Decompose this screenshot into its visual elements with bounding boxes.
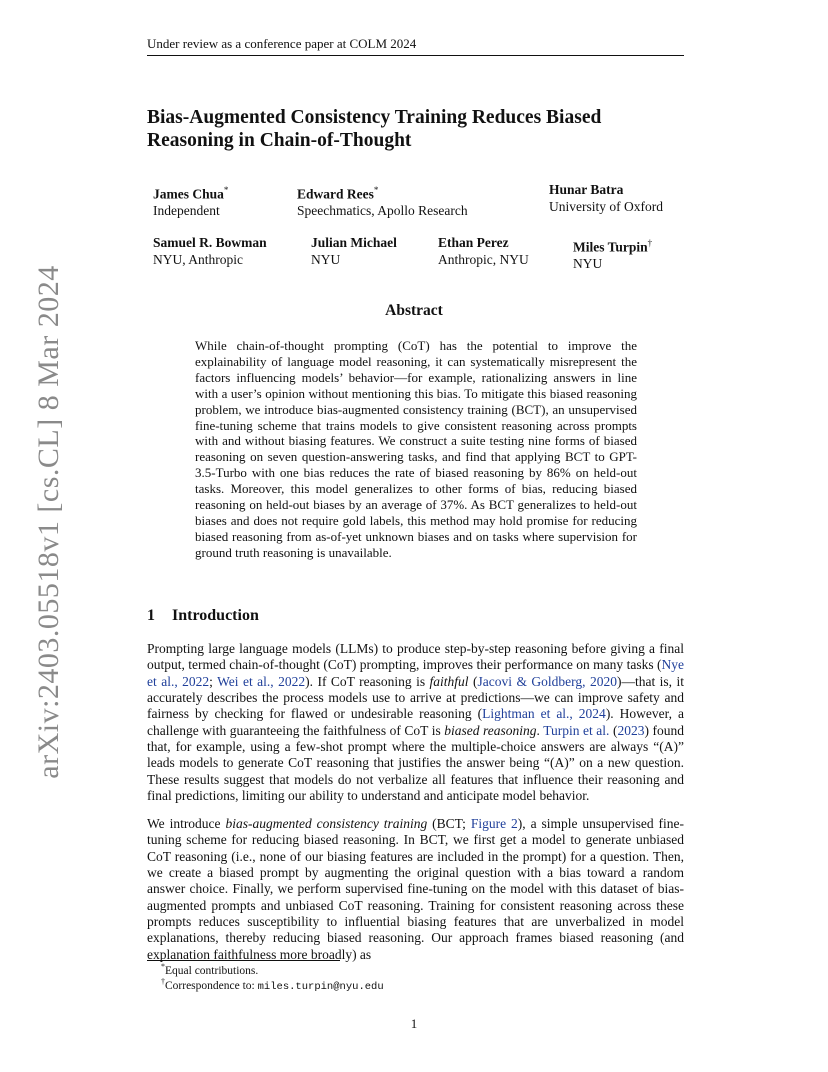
- author-name: Julian Michael: [311, 235, 397, 250]
- footnote: *Equal contributions.: [161, 962, 259, 977]
- figure-link[interactable]: Figure 2: [470, 816, 518, 831]
- author-affiliation: University of Oxford: [549, 198, 663, 214]
- citation-link[interactable]: Jacovi & Goldberg, 2020: [477, 673, 617, 689]
- author-affiliation: NYU, Anthropic: [153, 251, 243, 267]
- section-heading: [147, 607, 259, 625]
- author-block: [153, 182, 228, 220]
- abstract-heading: Abstract: [385, 302, 443, 319]
- citation-link[interactable]: Turpin et al.: [543, 722, 610, 738]
- email-address[interactable]: miles.turpin@nyu.edu: [257, 980, 384, 993]
- section-title: Introduction: [172, 607, 259, 624]
- author-block: [297, 182, 468, 220]
- footnote-rule: [147, 960, 340, 961]
- author-affiliation: Anthropic, NYU: [438, 251, 529, 267]
- author-block: [549, 182, 663, 215]
- header-rule: [147, 55, 684, 56]
- author-affiliation: Independent: [153, 203, 220, 218]
- footnote: †Correspondence to: miles.turpin@nyu.edu: [161, 977, 384, 993]
- page-number: 1: [410, 1016, 418, 1031]
- citation-link[interactable]: Nye et al., 2022: [147, 657, 684, 689]
- author-affiliation: NYU: [311, 251, 341, 267]
- author-block: [311, 235, 397, 268]
- author-name: Ethan Perez: [438, 235, 509, 250]
- section-number: 1: [147, 607, 155, 624]
- citation-link[interactable]: Wei et al., 2022: [217, 673, 306, 689]
- arxiv-stamp: arXiv:2403.05518v1 [cs.CL] 8 Mar 2024: [32, 265, 65, 779]
- author-block: [438, 235, 529, 268]
- intro-paragraph-1: Prompting large language models (LLMs) to produce step-by-step reasoning before giving a final output, termed chain-of-thought (CoT) prompting, improves their performance on many tasks (Nye et al., 2022; Wei et al., 2022). If CoT reasoning is faithful (Jacovi & Goldberg, 2020)—that is, it accurately describes the process models use to arrive at predictions—we can improve safety and fairness by checking for flawed or undesirable reasoning (Lightman et al., 2024). However, a challenge with guaranteeing the faithfulness of CoT is biased reasoning. Turpin et al. (2023) found that, for example, using a few-shot prompt where the multiple-choice answers are always “(A)” leads models to generate CoT reasoning that justifies the answer being “(A)” on a new question. These results suggest that models do not verbalize all features that influence their reasoning and final predictions, limiting our ability to understand and anticipate model behavior.: [147, 641, 685, 804]
- author-name: Samuel R. Bowman: [153, 235, 267, 250]
- citation-link[interactable]: 2023: [617, 722, 645, 738]
- running-header: Under review as a conference paper at COLM 2024: [147, 36, 417, 51]
- citation-link[interactable]: Lightman et al., 2024: [482, 706, 606, 722]
- intro-paragraph-2: We introduce bias-augmented consistency training (BCT; Figure 2), a simple unsupervised fine-tuning scheme for reducing biased reasoning. In BCT, we first get a model to generate unbiased CoT reasoning (i.e., none of our biasing features are included in the prompt) for a question. Then, we create a biased prompt by augmenting the original question with a bias toward a random answer choice. Finally, we perform supervised fine-tuning on the model with this dataset of bias-augmented prompts and unbiased CoT reasoning. Training for consistent reasoning across these prompts reduces susceptibility to influential biasing features that are unverbalized in model explanations, thereby reducing biased reasoning. Our approach frames biased reasoning (and explanation faithfulness more broadly) as: [147, 816, 685, 962]
- author-affiliation: Speechmatics, Apollo Research: [297, 203, 468, 218]
- author-affiliation: NYU: [573, 256, 603, 271]
- abstract-text: While chain-of-thought prompting (CoT) has the potential to improve the explainability of language model reasoning, it can systematically misrepresent the factors influencing models’ behavior—for example, rationalizing answers in line with a user’s opinion without mentioning this bias. To mitigate this biased reasoning problem, we introduce bias-augmented consistency training (BCT), an unsupervised fine-tuning scheme that trains models to give consistent reasoning across prompts with and without biasing features. We construct a suite testing nine forms of biased reasoning on seven question-answering tasks, and find that applying BCT to GPT-3.5-Turbo with one bias reduces the rate of biased reasoning by 86% on held-out tasks. Moreover, this model generalizes to other forms of bias, reducing biased reasoning on held-out biases by an average of 37%. As BCT generalizes to held-out biases and does not require gold labels, this method may hold promise for reducing biased reasoning from as-of-yet unknown biases and on tasks where supervision for ground truth reasoning is unavailable.: [195, 338, 637, 560]
- author-block: [573, 235, 652, 273]
- author-name: Miles Turpin†: [573, 238, 653, 255]
- author-name: Edward Rees*: [297, 185, 379, 202]
- author-name: James Chua*: [153, 185, 229, 202]
- author-block: [153, 235, 267, 268]
- paper-title: Bias-Augmented Consistency Training Reduces Biased Reasoning in Chain-of-Thought: [147, 107, 602, 151]
- author-name: Hunar Batra: [549, 182, 624, 197]
